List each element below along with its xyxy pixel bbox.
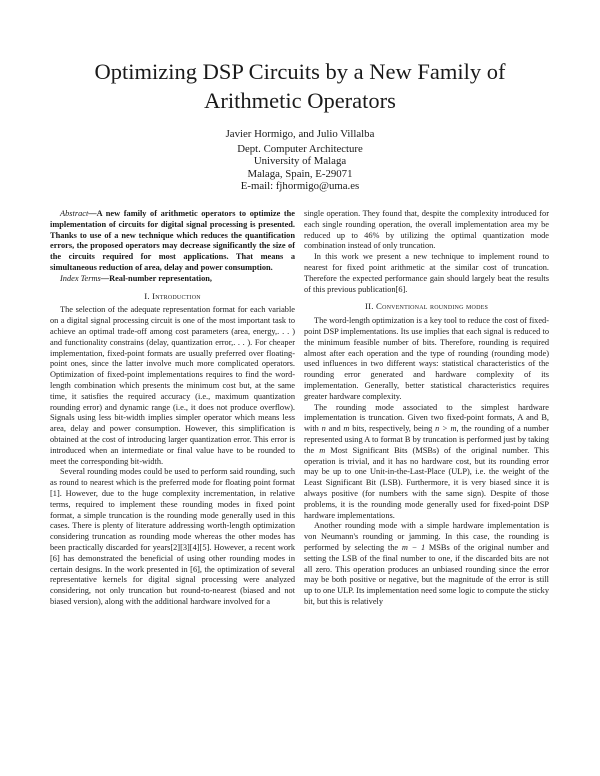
section-heading-conventional-rounding: II. Conventional rounding modes — [364, 301, 489, 312]
affiliation-address: Malaga, Spain, E-29071 — [247, 167, 353, 180]
conv-p3-text-a: Another rounding mode with a simple hardware implementation is von Neumann's rounding or jamming. In this case, the rounding is performed by selecting the — [304, 521, 549, 552]
conv-p2-text-c: bits, respectively, being — [349, 424, 436, 434]
abstract — [50, 209, 295, 274]
math-inequality: n > m — [435, 424, 457, 434]
math-n: n — [321, 424, 326, 434]
author-block — [0, 128, 600, 193]
intro-paragraph-continued: single operation. They found that, despite the complexity introduced for each single rounding operation, the overall implementation area my be reduced up to 46% by utilizing the optimal quantization mode combination instead of only truncation. — [304, 209, 549, 251]
math-m: m — [343, 424, 350, 434]
abstract-text: —A new family of arithmetic operators to optimize the implementation of circuits for digital signal processing is presented. Thanks to use of a new technique which reduces the quantification errors, the proposed operators may decrease significantly the size of the circuits required for most applications. That means a simultaneous reduction of area, delay and power consumption. — [50, 209, 295, 272]
affiliation-dept: Dept. Computer Architecture — [237, 142, 363, 155]
affiliation-email: E-mail: fjhormigo@uma.es — [240, 180, 360, 192]
index-terms-text: —Real-number representation, — [100, 273, 212, 283]
right-column — [304, 209, 549, 608]
section-heading-introduction: I. Introduction — [144, 290, 201, 301]
left-column — [50, 209, 295, 608]
index-terms — [50, 274, 295, 285]
conventional-paragraph-3 — [304, 521, 549, 607]
intro-paragraph-1: The selection of the adequate representation format for each variable on a digital signal processing circuit is one of the most important task to achieve an optimal trade-off among cost parameters (area, energy,. . . ) and functionality constrains (delay, quantization error,. . . ). For cheaper implementation, fixed-point formats are usually preferred over floating-point ones, since the latter involve much more complicated operators. Optimization of fixed-point implementations requires to find the word-length combination which presents the minimum cost but, at the same time, it satisfies the required accuracy (i.e., maximum quantization rounding error) and dynamic range (i.e., it does not produce overflow). Signals using less bit-width implies simpler operator which means less area, delay and power consumption. However, this simplification is obtained at the cost of introducing larger quantization error. This error is introduced when an intermediate or final value have to be rounded to meet the corresponding bit-width. — [50, 305, 295, 466]
conv-p2-text-e: Most Significant Bits (MSBs) of the original number. This operation is trivial, and it has no hardware cost, but its rounding error may be up to one Unit-in-the-Last-Place (ULP), i.e. the weight of the Least Significant Bit (LSB). Furthermore, it is very biased since it is always positive (for numbers with the same sign). Despite of those problems, it is the rounding mode generally used for fixed-point DSP hardware implementations. — [304, 445, 549, 520]
abstract-label: Abstract — [60, 209, 89, 218]
conv-p2-text-b: and — [325, 424, 344, 434]
intro-paragraph-3: In this work we present a new technique to implement round to nearest for fixed point arithmetic at the similar cost of truncation. Therefore the expected performance gain should largely beat the results of this previous publication[6]. — [304, 252, 549, 294]
conventional-paragraph-2 — [304, 403, 549, 522]
math-m-2: m — [319, 445, 326, 455]
intro-paragraph-2: Several rounding modes could be used to perform said rounding, such as round to nearest which is the preferred mode for floating point format [1]. However, due to the huge complexity incrementation, in relative terms, required to implement these rounding modes in fixed point format, a simple truncation is the rounding mode generally used in this cases. There is plenty of literature addressing worth-length optimization considering truncation as rounding mode whereas the other modes has been practically discarded for years[2][3][4][5]. However, a recent work [6] has demonstrated the beneficial of using other rounding modes in certain designs. In the work presented in [6], the optimization of several representative kernels for digital signal processing were analyzed considering, not only truncation but round-to-nearest (biased and not biased version), along with the additional hardware involved for a — [50, 467, 295, 606]
affiliation-university: University of Malaga — [253, 155, 347, 167]
conv-p2-text-a: The rounding mode associated to the simplest hardware implementation is truncation. Given two fixed-point formats, A and B, with — [304, 402, 549, 434]
title-line-2: Arithmetic Operators — [204, 88, 396, 113]
title-line-1: Optimizing DSP Circuits by a New Family of — [94, 59, 506, 84]
index-terms-label: Index Terms — [60, 273, 101, 283]
author-names: Javier Hormigo, and Julio Villalba — [225, 128, 375, 140]
conv-p3-text-b: MSBs of the original number and setting the LSB of the final number to one, if the discarded bits are not all zero. This operation produces an unbiased rounding since the error may be both positive or negative, but the magnitude of the error is still up to one ULP. Its implementation need some logic to compute the sticky bit, but this is relatively — [304, 542, 549, 606]
paper-title — [0, 57, 600, 115]
conventional-paragraph-1: The word-length optimization is a key tool to reduce the cost of fixed-point DSP implementations. Its use implies that each signal is reduced to the minimum feasible number of bits. Therefore, rounding is required almost after each operation and the type of rounding (rounding mode) used influences in two different ways: statistical characteristics of the rounding error generated and hardware complexity of its implementation. Generally, better statistical characteristics requires greater hardware complexity. — [304, 316, 549, 401]
math-m-minus-1: m − 1 — [401, 542, 426, 552]
conv-p2-text-d: , the rounding of a number represented using A to format B by truncation is performed just by taking the — [304, 424, 550, 455]
